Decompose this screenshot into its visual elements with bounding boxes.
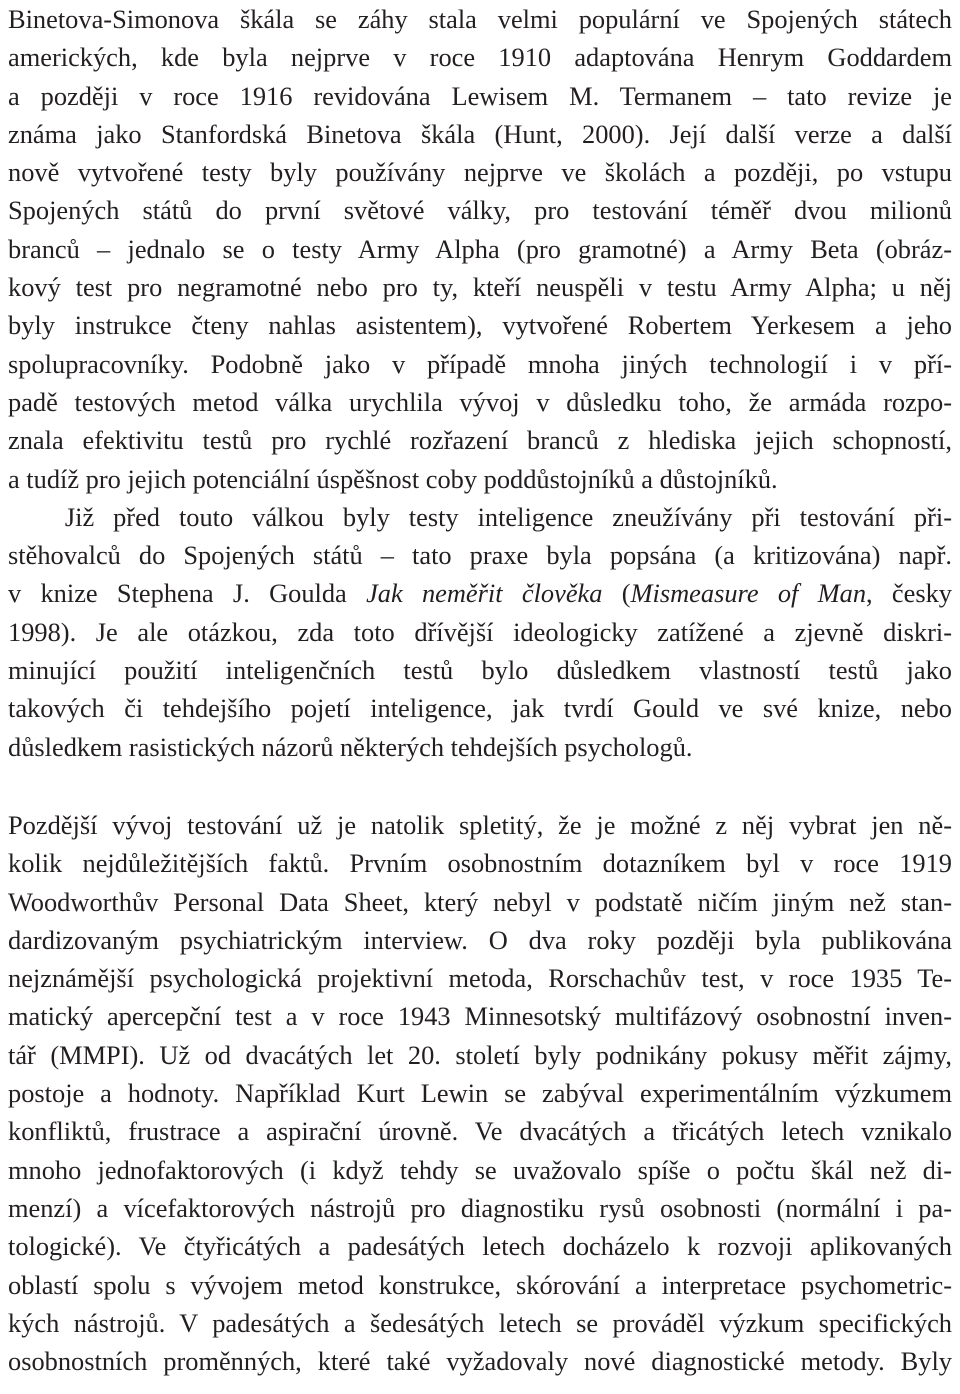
text-run: mnoho jednofaktorových (i když tehdy se uvažovalo spíše o počtu škál než di-: [8, 1154, 952, 1185]
text-line: [8, 921, 952, 959]
text-line: [8, 1227, 952, 1265]
text-line: [8, 306, 952, 344]
text-line: [8, 536, 952, 574]
text-run: Woodworthův Personal Data Sheet, který nebyl v podstatě ničím jiným než stan-: [8, 886, 952, 917]
text-line: [8, 844, 952, 882]
paragraph-3: [8, 806, 952, 1380]
text-run: známa jako Stanfordská Binetova škála (Hunt, 2000). Její další verze a další: [8, 118, 952, 149]
text-run: 1998). Je ale otázkou, zda toto dřívější ideologicky zatížené a zjevně diskri-: [8, 616, 952, 647]
text-line: [8, 1151, 952, 1189]
text-line: [8, 191, 952, 229]
text-run: padě testových metod válka urychlila vývoj v důsledku toho, že armáda rozpo-: [8, 386, 952, 417]
text-run: spolupracovníky. Podobně jako v případě mnoha jiných technologií i v pří-: [8, 348, 952, 379]
text-line: [8, 1189, 952, 1227]
text-line: [8, 115, 952, 153]
text-line: [8, 997, 952, 1035]
text-line: [8, 345, 952, 383]
text-run: Spojených států do první světové války, pro testování téměř dvou milionů: [8, 195, 952, 226]
text-run: amerických, kde byla nejprve v roce 1910 adaptována Henrym Goddardem: [8, 42, 952, 73]
text-line: [8, 1304, 952, 1342]
text-line: [8, 728, 952, 766]
text-run: nově vytvořené testy byly používány nejprve ve školách a později, po vstupu: [8, 157, 952, 188]
text-run: tář (MMPI). Už od dvacátých let 20. století byly podnikány pokusy měřit zájmy,: [8, 1039, 952, 1070]
text-line: [8, 574, 952, 612]
text-run: minující použití inteligenčních testů bylo důsledkem vlastností testů jako: [8, 655, 952, 686]
text-line: [8, 1112, 952, 1150]
text-line: [8, 421, 952, 459]
paragraph-2: [8, 498, 952, 766]
text-run: a později v roce 1916 revidována Lewisem M. Termanem – tato revize je: [8, 80, 952, 111]
text-line: [8, 651, 952, 689]
text-run: dardizovaným psychiatrickým interview. O dva roky později byla publikována: [8, 924, 952, 955]
text-line: [8, 959, 952, 997]
text-run: tologické). Ve čtyřicátých a padesátých letech docházelo k rozvoji aplikovaných: [8, 1231, 952, 1262]
text-run: byly instrukce čteny nahlas asistentem), vytvořené Robertem Yerkesem a jeho: [8, 310, 952, 341]
text-run: Binetova-Simonova škála se záhy stala velmi populární ve Spojených státech: [8, 4, 952, 34]
paragraph-1: [8, 0, 952, 498]
text-line: [8, 498, 952, 536]
text-run: nejznámější psychologická projektivní metoda, Rorschachův test, v roce 1935 Te-: [8, 963, 952, 994]
book-title-english: Mismeasure of Man: [630, 578, 867, 609]
text-line: [8, 460, 952, 498]
text-run: znala efektivitu testů pro rychlé rozřazení branců z hlediska jejich schopností,: [8, 425, 952, 456]
text-line: [8, 806, 952, 844]
text-run: a tudíž pro jejich potenciální úspěšnost coby poddůstojníků a důstojníků.: [8, 463, 778, 494]
text-line: [8, 230, 952, 268]
text-run: (: [602, 578, 631, 609]
text-line: [8, 613, 952, 651]
text-line: [8, 883, 952, 921]
text-run: Již před touto válkou byly testy inteligence zneužívány při testování při-: [8, 501, 952, 532]
text-line: [8, 1266, 952, 1304]
document-page: [8, 0, 952, 1380]
text-line: [8, 1074, 952, 1112]
text-run: matický apercepční test a v roce 1943 Minnesotský multifázový osobnostní inven-: [8, 1001, 952, 1032]
text-run: branců – jednalo se o testy Army Alpha (pro gramotné) a Army Beta (obráz-: [8, 233, 952, 264]
text-run: menzí) a vícefaktorových nástrojů pro diagnostiku rysů osobnosti (normální i pa-: [8, 1192, 952, 1223]
text-run: postoje a hodnoty. Například Kurt Lewin se zabýval experimentálním výzkumem: [8, 1078, 952, 1109]
text-line: [8, 268, 952, 306]
book-title-czech: Jak neměřit člověka: [366, 578, 603, 609]
text-line: [8, 1342, 952, 1380]
text-line: [8, 689, 952, 727]
paragraph-gap: [8, 766, 952, 806]
text-line: [8, 383, 952, 421]
text-run: konfliktů, frustrace a aspirační úrovně. Ve dvacátých a třicátých letech vznikalo: [8, 1116, 952, 1147]
text-run: Pozdější vývoj testování už je natolik spletitý, že je možné z něj vybrat jen ně-: [8, 809, 952, 840]
text-line: [8, 1036, 952, 1074]
text-run: , česky: [866, 578, 952, 609]
text-line: [8, 0, 952, 38]
text-run: důsledkem rasistických názorů některých tehdejších psychologů.: [8, 731, 693, 762]
text-run: osobnostních proměnných, které také vyžadovaly nové diagnostické metody. Byly: [8, 1346, 952, 1377]
text-run: stěhovalců do Spojených států – tato praxe byla popsána (a kritizována) např.: [8, 540, 952, 571]
text-run: v knize Stephena J. Goulda: [8, 578, 367, 609]
text-run: kolik nejdůležitějších faktů. Prvním osobnostním dotazníkem byl v roce 1919: [8, 848, 952, 879]
text-line: [8, 38, 952, 76]
text-line: [8, 77, 952, 115]
text-line: [8, 153, 952, 191]
text-run: oblastí spolu s vývojem metod konstrukce, skórování a interpretace psychometric-: [8, 1269, 952, 1300]
text-run: kový test pro negramotné nebo pro ty, kteří neuspěli v testu Army Alpha; u něj: [8, 272, 952, 303]
text-run: takových či tehdejšího pojetí inteligence, jak tvrdí Gould ve své knize, nebo: [8, 693, 952, 724]
text-run: kých nástrojů. V padesátých a šedesátých letech se prováděl výzkum specifických: [8, 1307, 952, 1338]
